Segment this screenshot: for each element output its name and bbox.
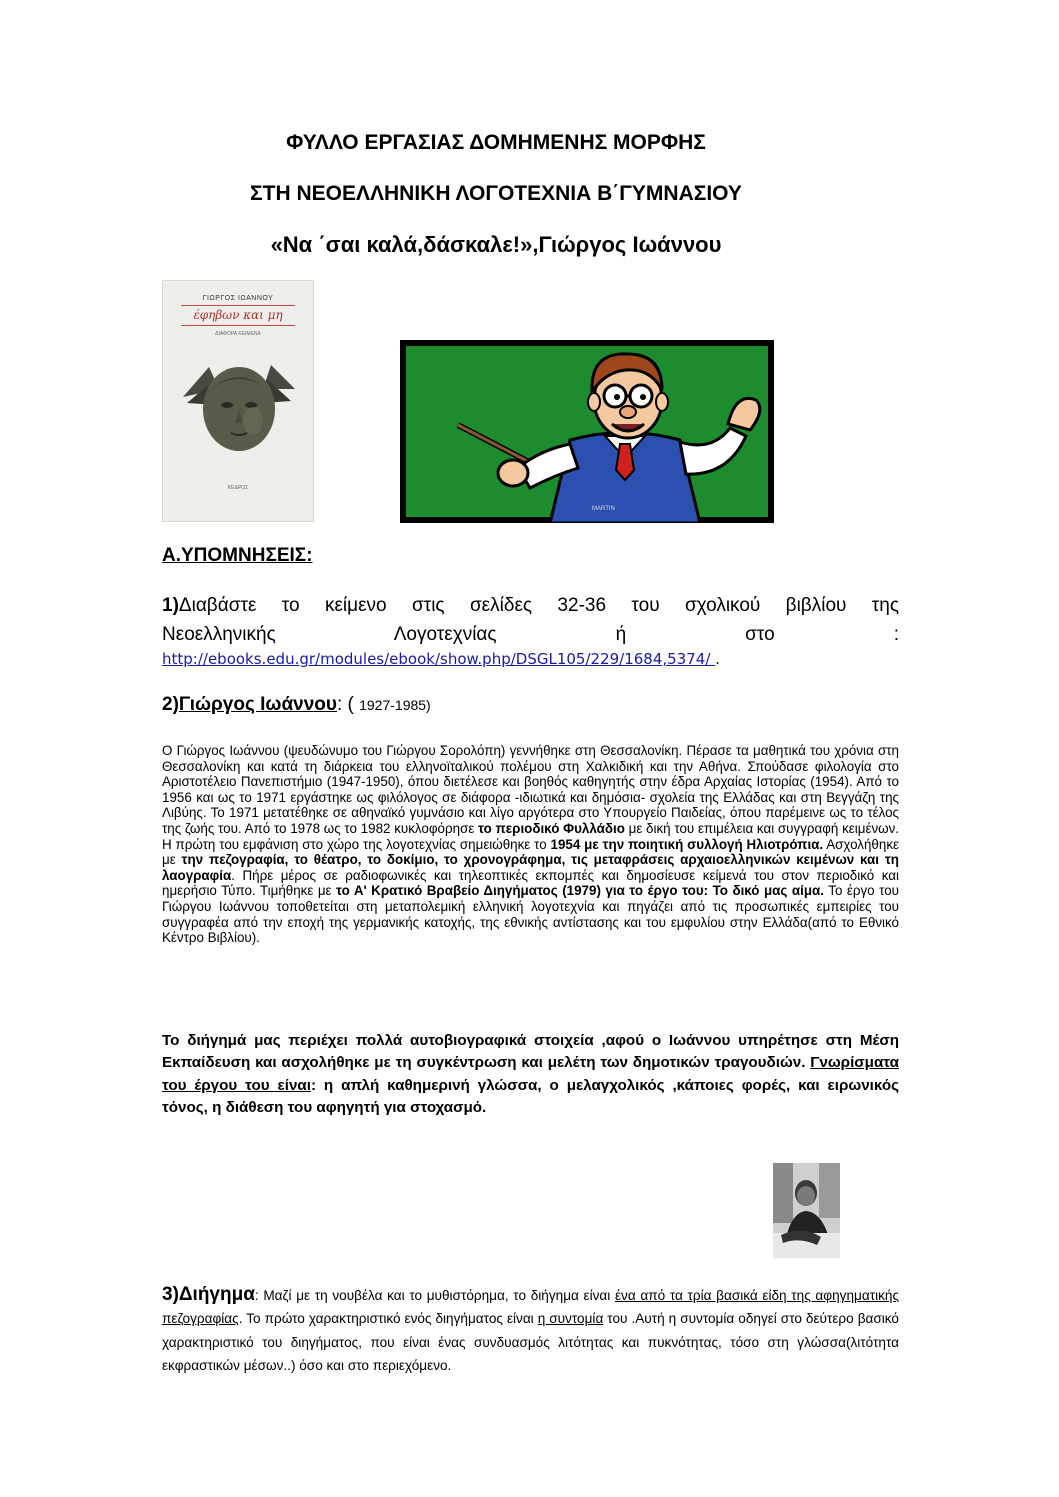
bio-text: Το έργο του Γιώργου Ιωάννου τοποθετείται στη μεταπολεμική ελληνική λογοτεχνία και πηγάζει από τις προσωπικές εμπειρίες του συγγραφέα από την εποχή της γερμανικής κατοχής, της εθνικής αντίστασης και του εμφυλίου στην Ελλάδα(από το Εθνικό Κέντρο Βιβλίου). (162, 883, 899, 946)
summary-paragraph (162, 1030, 899, 1120)
item-3-paragraph (162, 1283, 899, 1378)
bio-text: . Πήρε μέρος σε ραδιοφωνικές και τηλεοπτικές εκπομπές και δημοσίευσε κείμενά του στον περιοδικό και ημερήσιο Τύπο. Τιμήθηκε με (162, 867, 899, 899)
item-1-label: 1) (162, 595, 179, 616)
bio-text: Ο Γιώργος Ιωάννου (ψευδώνυμο του Γιώργου Σορολόπη) γεννήθηκε στη Θεσσαλονίκη. Πέρασε τα μαθητικά του χρόνια στη Θεσσαλονίκη και κατά τη διάρκεια του ελληνοϊταλικού πολέμου στη Χαλκιδική και την Αθήνα. Σπούδασε φιλολογία στο Αριστοτέλειο Πανεπιστήμιο (1947-1950), όπου διετέλεσε και βοηθός καθηγητής στην έδρα Αρχαίας Ιστορίας (1954). Από το 1956 και ως το 1971 εργάστηκε ως φιλόλογος σε διάφορα -ιδιωτικά και δημόσια- σχολεία της Ελλάδας και στη Βεγγάζη της Λιβύης. Το 1971 μετατέθηκε σε αθηναϊκό γυμνάσιο και λίγο αργότερα στο Υπουργείο Παιδείας, όπου παρέμεινε ως το τέλος της ζωής του. Από το 1978 ως το 1982 κυκλοφόρησε (162, 743, 899, 836)
author-name: Γιώργος Ιωάννου (178, 694, 337, 715)
item-1-text-1: Διαβάστε το κείμενο στις σελίδες 32-36 του σχολικού βιβλίου της (178, 595, 899, 616)
item-1-line-2: Νεοελληνικής Λογοτεχνίας ή στο : (162, 624, 899, 645)
bio-bold: 1954 με την ποιητική συλλογή Ηλιοτρόπια. (550, 836, 824, 852)
cover-publisher: ΚΕΔΡΟΣ (227, 485, 249, 491)
item-3-underlined: η συντομία (537, 1311, 604, 1327)
biography-paragraph (162, 743, 899, 946)
author-photo-icon (773, 1163, 840, 1258)
bio-bold: το Α' Κρατικό Βραβείο Διηγήματος (1979) για το έργο του: Το δικό μας αίμα. (336, 883, 824, 899)
ebook-link-after: . (715, 650, 720, 668)
item-3-underlined: ένα από τα τρία βασικά είδη της αφηγηματικής πεζογραφίας (162, 1288, 899, 1327)
title-line-2: ΣΤΗ ΝΕΟΕΛΛΗΝΙΚΗ ΛΟΓΟΤΕΧΝΙΑ Β΄ΓΥΜΝΑΣΙΟΥ (250, 182, 742, 205)
item-2-sep: : ( (336, 694, 360, 715)
title-line-1: ΦΥΛΛΟ ΕΡΓΑΣΙΑΣ ΔΟΜΗΜΕΝΗΣ ΜΟΡΦΗΣ (286, 131, 706, 154)
bio-bold: την πεζογραφία, το θέατρο, το δοκίμιο, το χρονογράφημα, τις μεταφράσεις αρχαιοελληνικών κειμένων και τη λαογραφία (162, 852, 899, 883)
cover-subtitle: ΔΙΑΦΟΡΑ ΚΕΙΜΕΝΑ (215, 331, 261, 337)
cover-author: ΓΙΩΡΓΟΣ ΙΩΑΝΝΟΥ (202, 295, 274, 302)
cartoon-signature: MARTIN (592, 506, 615, 512)
item-1-paragraph (162, 591, 899, 649)
section-heading: Α.ΥΠΟΜΝΗΣΕΙΣ: (162, 545, 313, 566)
item-3-text: . Το πρώτο χαρακτηριστικό ενός διηγήματος είναι (238, 1311, 538, 1327)
item-1-line-1 (162, 591, 899, 620)
cover-rule (181, 325, 295, 326)
bio-text: με δική του επιμέλεια και συγγραφή κειμένων. Η πρώτη του εμφάνιση στο χώρο της λογοτεχνίας σημειώθηκε το (162, 820, 900, 852)
item-2-label: 2) (162, 694, 179, 715)
teacher-icon (400, 340, 774, 523)
author-photo (773, 1163, 840, 1258)
summary-text: : η απλή καθημερινή γλώσσα, ο μελαγχολικός ,κάποιες φορές, και ειρωνικός τόνος, η διάθεση του αφηγητή για στοχασμό. (162, 1076, 900, 1117)
cover-title: έφηβων και μη (193, 308, 283, 322)
bio-bold: το περιοδικό Φυλλάδιο (478, 820, 625, 836)
cover-rule (181, 305, 295, 306)
item-3-text: του .Αυτή η συντομία οδηγεί στο δεύτερο βασικό χαρακτηριστικό του διηγήματος, που είναι ένας συνδυασμός λιτότητας και πυκνότητας, τόσο στη γλώσσα(λιτότητα εκφραστικών μέσων..) όσο και στο περιεχόμενο. (162, 1311, 899, 1374)
ebook-link[interactable]: http://ebooks.edu.gr/modules/ebook/show.php/DSGL105/229/1684,5374/ (162, 650, 716, 668)
ebook-link-line (162, 650, 720, 668)
item-3-label: 3)Διήγημα (162, 1284, 255, 1305)
title-line-3: «Να ΄σαι καλά,δάσκαλε!»,Γιώργος Ιωάννου (270, 232, 722, 257)
author-years: 1927-1985) (359, 697, 431, 713)
teacher-cartoon-image (400, 340, 774, 523)
item-2-heading (162, 694, 431, 716)
bronze-head-icon (173, 359, 305, 457)
book-cover-image (162, 280, 314, 522)
bio-text: Ασχολήθηκε με (162, 836, 899, 868)
summary-text: Το διήγημά μας περιέχει πολλά αυτοβιογραφικά στοιχεία ,αφού ο Ιωάννου υπηρέτησε στη Μέση Εκπαίδευση και ασχολήθηκε με τη συγκέντρωση και μελέτη των δημοτικών τραγουδιών. (162, 1032, 899, 1072)
item-3-text: : Μαζί με τη νουβέλα και το μυθιστόρημα, το διήγημα είναι (254, 1288, 615, 1303)
summary-underlined: Γνωρίσματα του έργου του είναι (162, 1054, 899, 1094)
